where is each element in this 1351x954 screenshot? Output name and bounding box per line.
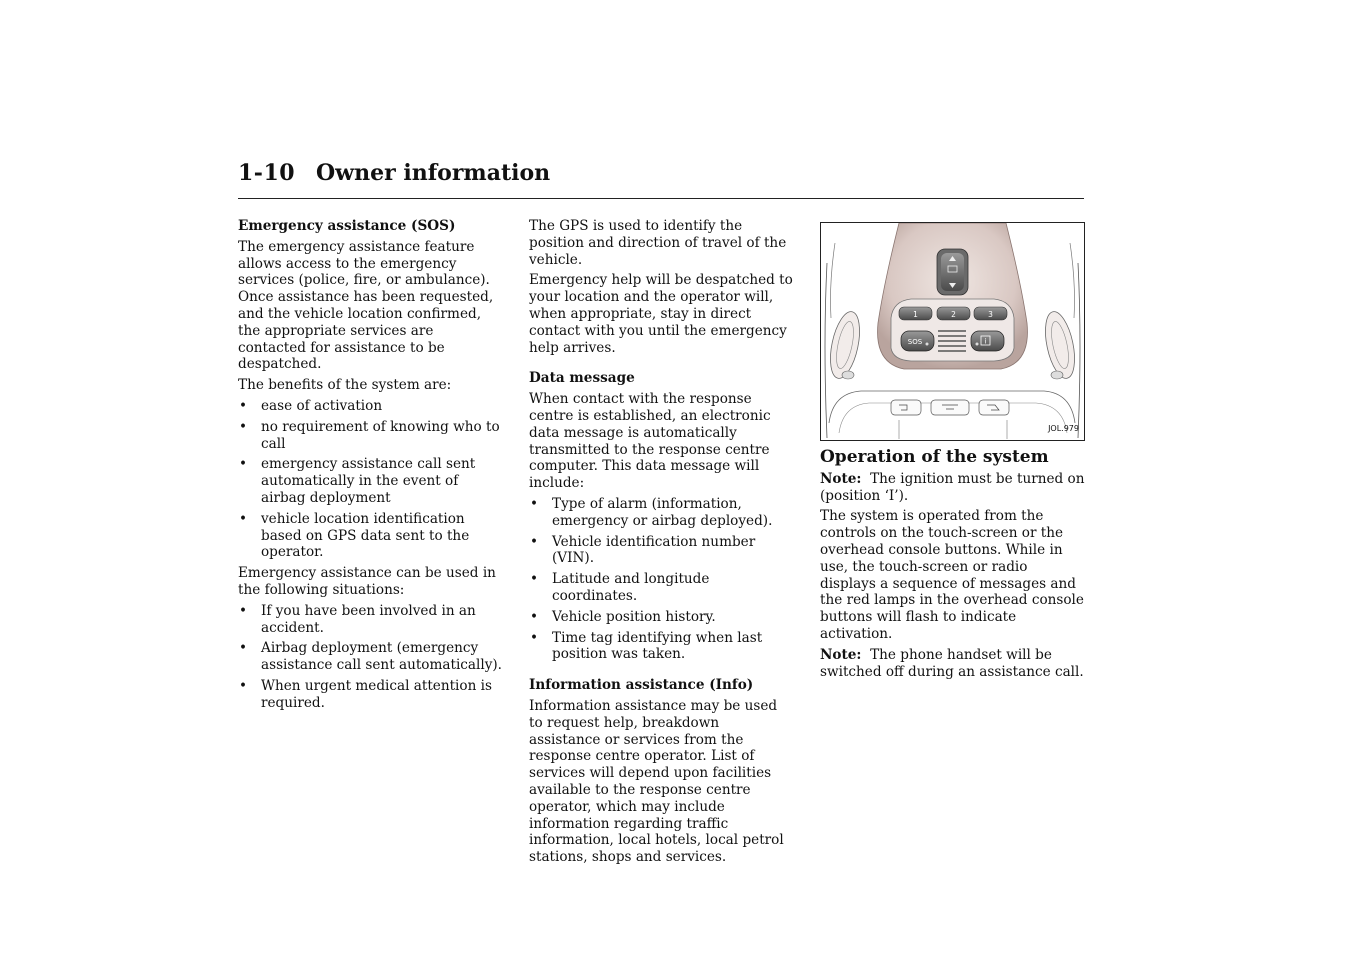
list-item: • no requirement of knowing who to call — [239, 418, 500, 452]
operation-heading: Operation of the system — [820, 447, 1049, 467]
list-item: • If you have been involved in an accident. — [239, 602, 476, 636]
figure-code: JOL.979 — [1048, 424, 1079, 434]
bullet-icon: • — [530, 629, 539, 646]
bullet-icon: • — [239, 640, 248, 657]
page-number: 1-10 — [238, 160, 296, 186]
overhead-console-figure — [820, 222, 1085, 441]
benefits-list — [238, 398, 503, 561]
data-items-list — [529, 496, 794, 663]
emergency-intro: The emergency assistance feature allows access to the emergency services (police, fire, or ambulance). Once assistance has been requested, and the vehicle location confirmed, the appropriate services are contacted for assistance to be despatched. — [238, 238, 494, 373]
note-ignition: Note: The ignition must be turned on (position ‘I’). — [820, 470, 1085, 504]
list-item: • When urgent medical attention is required. — [239, 677, 492, 711]
column-middle — [529, 218, 794, 870]
situations-intro: Emergency assistance can be used in the following situations: — [238, 565, 496, 598]
preset-button-1-label: 1 — [913, 310, 918, 319]
note-label: Note: — [820, 646, 862, 663]
data-message-intro: When contact with the response centre is established, an electronic data message is automatically transmitted to the response centre computer. This data message will include: — [529, 391, 771, 492]
help-paragraph: Emergency help will be despatched to your location and the operator will, when appropriate, stay in direct contact with you until the emergency help arrives. — [529, 272, 793, 356]
gps-paragraph: The GPS is used to identify the position and direction of travel of the vehicle. — [529, 218, 787, 268]
page-title: Owner information — [316, 160, 551, 186]
list-item: • Vehicle position history. — [530, 608, 716, 625]
note-handset: Note: The phone handset will be switched off during an assistance call. — [820, 646, 1084, 680]
info-assistance-heading: Information assistance (Info) — [529, 677, 754, 694]
bullet-icon: • — [239, 418, 248, 435]
list-item: • Vehicle identification number (VIN). — [530, 533, 756, 567]
page-header — [238, 158, 1084, 199]
bullet-icon: • — [530, 533, 539, 550]
note-label: Note: — [820, 470, 862, 487]
column-right — [820, 222, 1086, 684]
bullet-icon: • — [239, 510, 248, 527]
benefits-intro: The benefits of the system are: — [238, 377, 452, 394]
info-assistance-paragraph: Information assistance may be used to request help, breakdown assistance or services from the response centre operator. List of services will depend upon facilities available to the response centre operator, which may include information regarding traffic information, local hotels, local petrol stations, shops and services. — [529, 697, 784, 866]
bullet-icon: • — [239, 456, 248, 473]
emergency-heading: Emergency assistance (SOS) — [238, 218, 456, 234]
list-item: • Airbag deployment (emergency assistance call sent automatically). — [239, 640, 503, 674]
list-item: • Type of alarm (information, emergency or airbag deployed). — [530, 495, 773, 529]
list-item: • emergency assistance call sent automatically in the event of airbag deployment — [239, 456, 476, 506]
list-item: • vehicle location identification based on GPS data sent to the operator. — [239, 510, 470, 561]
bullet-icon: • — [239, 397, 248, 414]
preset-button-3-label: 3 — [988, 310, 993, 319]
bullet-icon: • — [239, 602, 248, 619]
bullet-icon: • — [530, 608, 539, 625]
bullet-icon: • — [530, 495, 539, 512]
column-left — [238, 218, 503, 716]
overhead-console-illustration — [821, 223, 1084, 440]
list-item: • ease of activation — [239, 397, 383, 414]
list-item: • Time tag identifying when last position was taken. — [530, 629, 763, 663]
bullet-icon: • — [530, 571, 539, 588]
operation-paragraph: The system is operated from the controls on the touch-screen or the overhead console buttons. While in use, the touch-screen or radio displays a sequence of messages and the red lamps in the overhead console buttons will flash to indicate activation. — [820, 508, 1084, 642]
situations-list — [238, 603, 503, 712]
preset-button-2-label: 2 — [951, 310, 956, 319]
sos-button-label: SOS — [907, 338, 923, 346]
bullet-icon: • — [239, 677, 248, 694]
list-item: • Latitude and longitude coordinates. — [530, 571, 710, 604]
info-button-label: i — [984, 337, 987, 346]
data-message-heading: Data message — [529, 370, 635, 387]
